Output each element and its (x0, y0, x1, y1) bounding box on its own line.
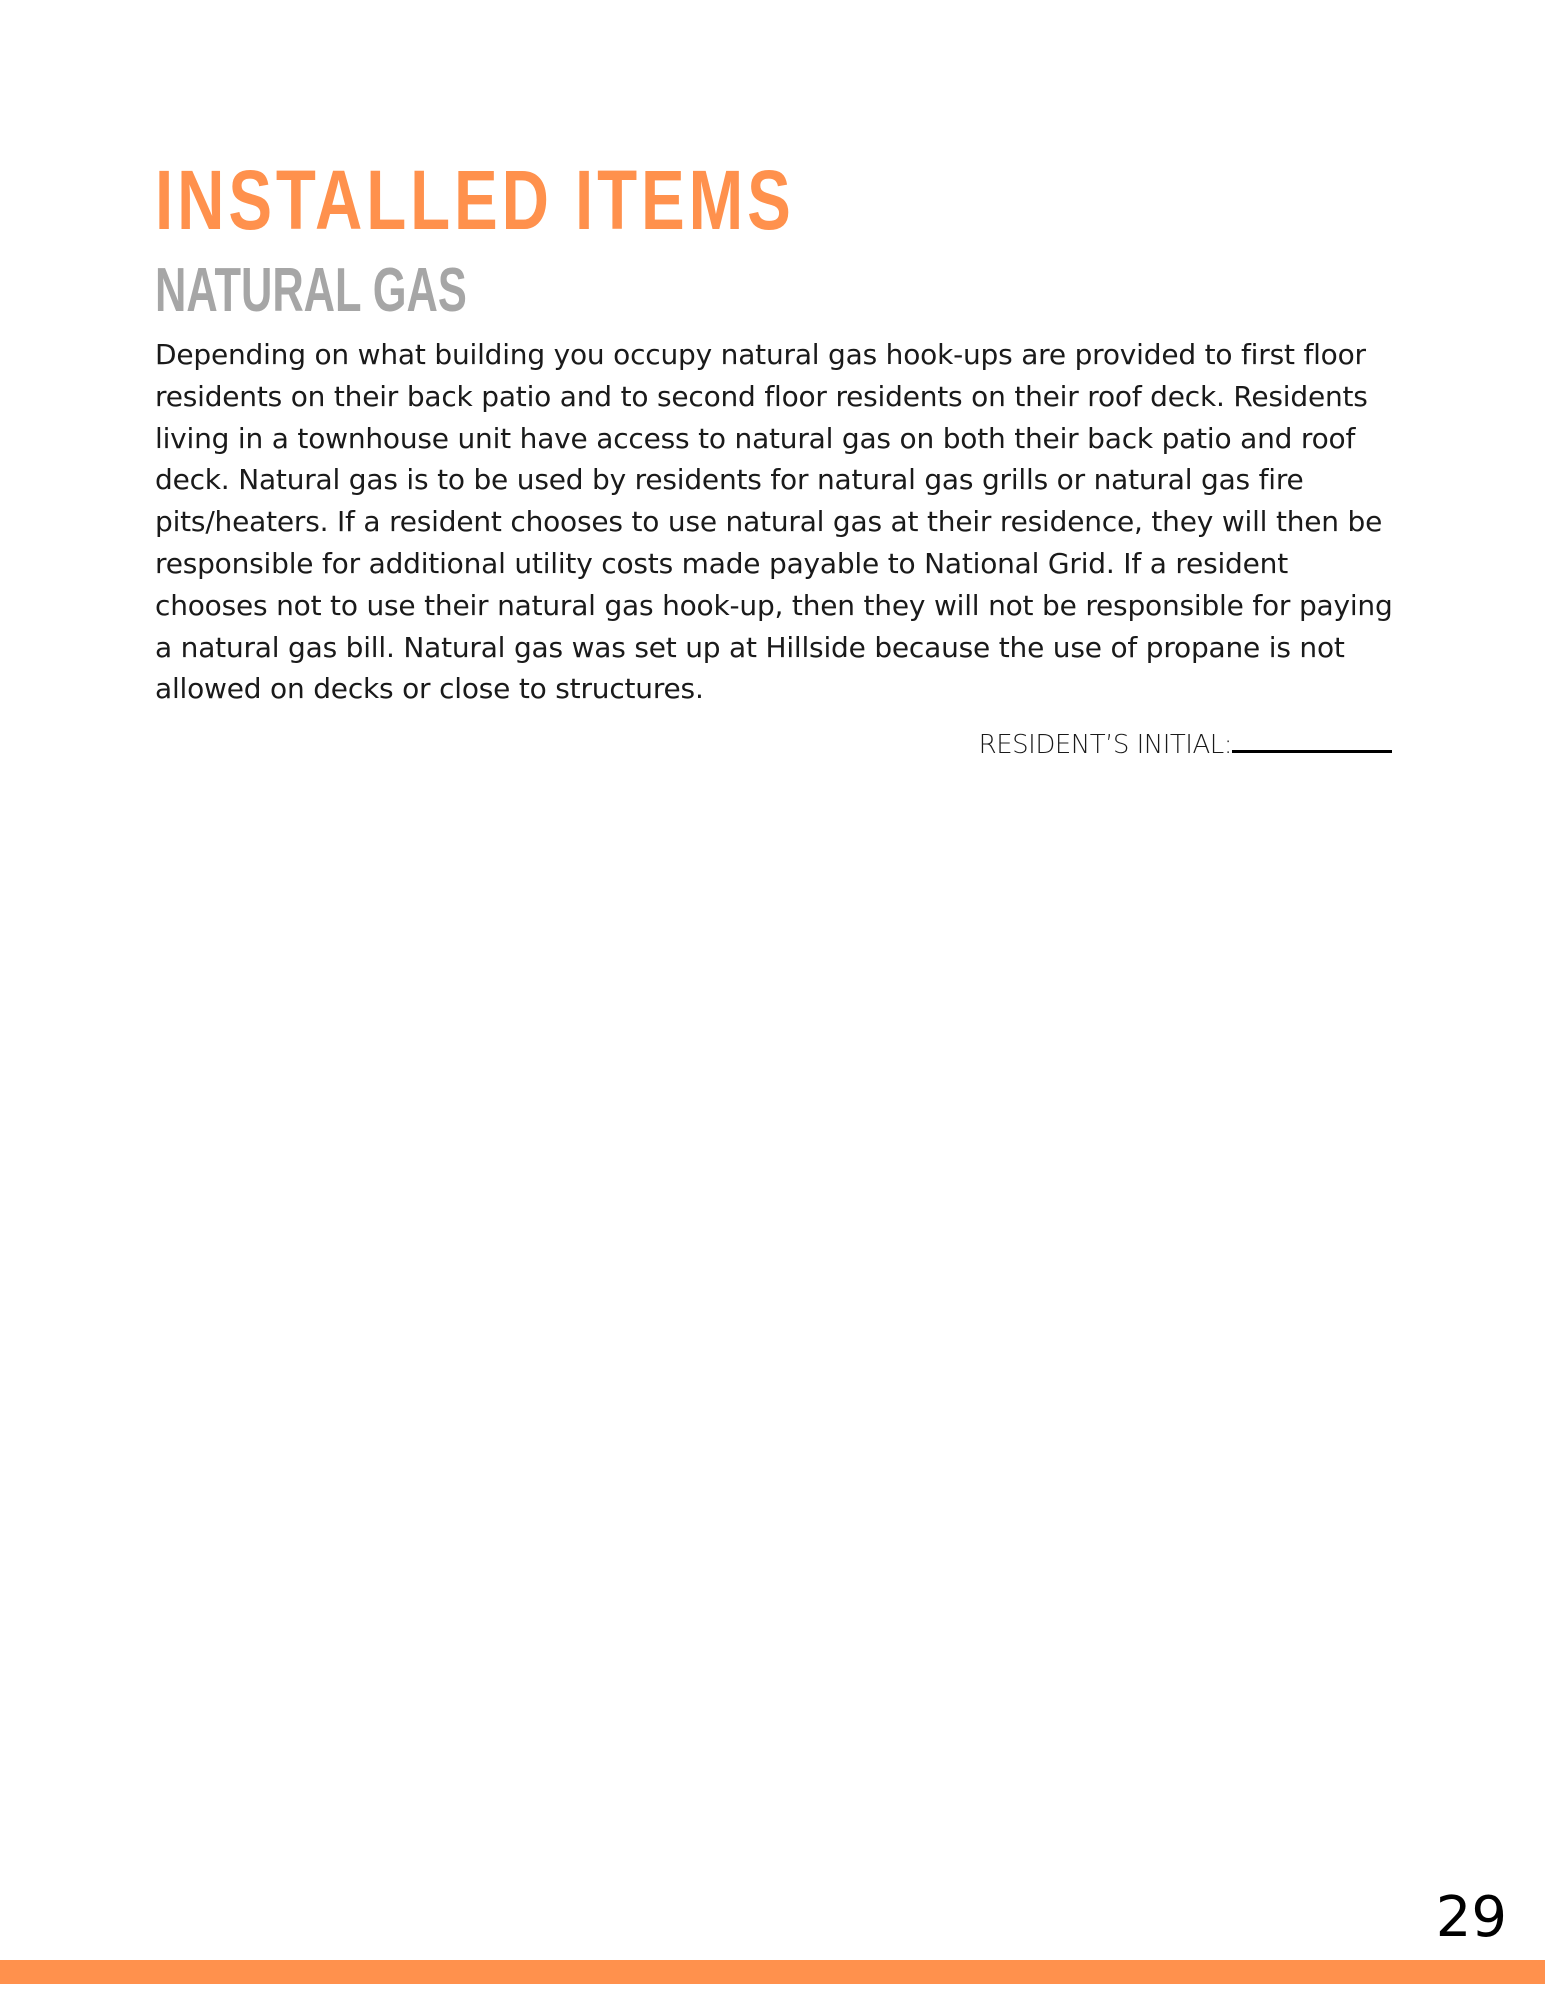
subsection-title: NATURAL GAS (155, 256, 467, 325)
resident-initial-blank[interactable] (1232, 726, 1392, 753)
section-title: INSTALLED ITEMS (155, 153, 795, 247)
resident-initial-row (155, 726, 1392, 760)
body-paragraph: Depending on what building you occupy natural gas hook-ups are provided to first floor residents on their back patio and to second floor residents on their roof deck. Residents living in a townhouse unit have access to natural gas on both their back patio and roof deck. Natural gas is to be used by residents for natural gas grills or natural gas fire pits/heaters. If a resident chooses to use natural gas at their residence, they will then be responsible for additional utility costs made payable to National Grid. If a resident chooses not to use their natural gas hook-up, then they will not be responsible for paying a natural gas bill. Natural gas was set up at Hillside because the use of propane is not allowed on decks or close to structures. (155, 338, 1393, 706)
resident-initial-label: RESIDENT’S INITIAL: (978, 730, 1232, 761)
page-number: 29 (1435, 1885, 1507, 1950)
footer-accent-bar (0, 1960, 1545, 1984)
page-content (155, 153, 1395, 761)
